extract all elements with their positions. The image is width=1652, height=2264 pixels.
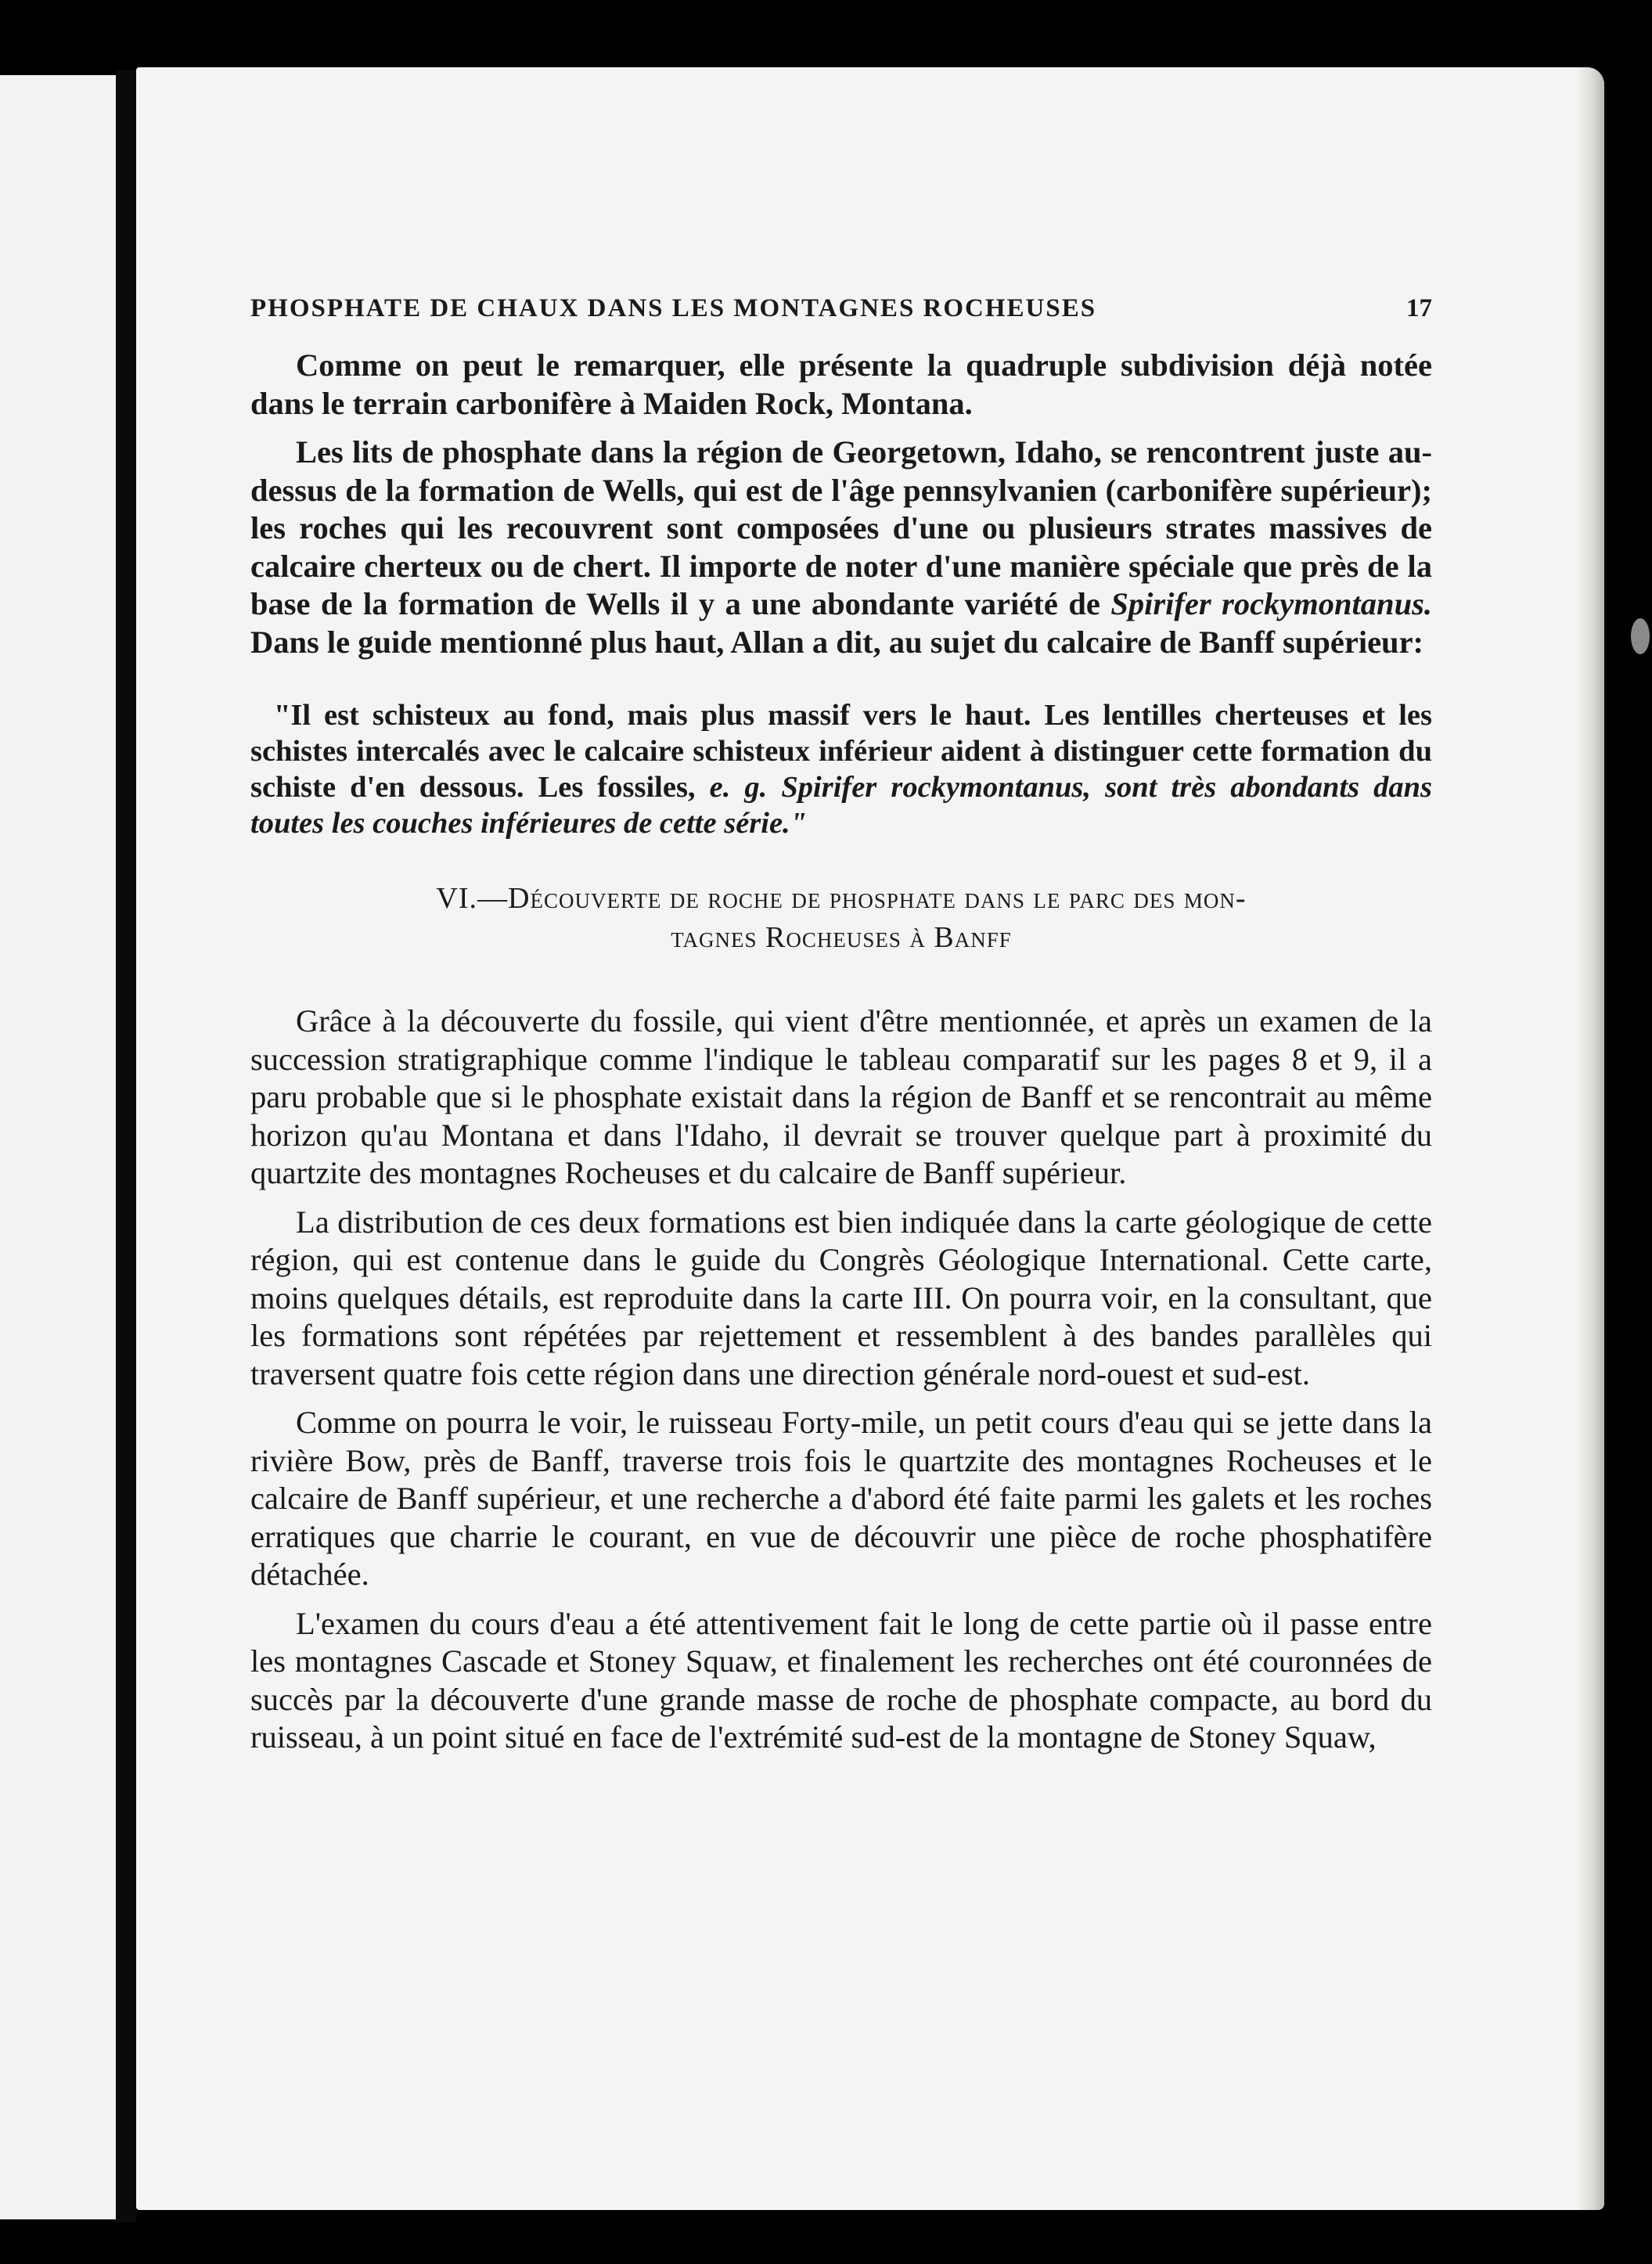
paragraph-3: Grâce à la découverte du fossile, qui vient d'être mentionnée, et après un examen de la succession stratigraphique comme l'indique le tableau comparatif sur les pages 8 et 9, il a paru probable que si le phosphate existait dans la région de Banff et se rencontrait au même horizon qu'au Montana et dans l'Idaho, il devrait se trouver quelque part à proximité du quartzite des montagnes Rocheuses et du calcaire de Banff supérieur.	[250, 1003, 1432, 1190]
species-name: Spirifer rockymontanus.	[1110, 586, 1432, 621]
page-content	[250, 294, 1432, 1757]
quote-text	[250, 697, 1432, 841]
page-edge-shading	[1576, 67, 1604, 2210]
section-body	[250, 1002, 1432, 1757]
running-head-title: PHOSPHATE DE CHAUX DANS LES MONTAGNES ROCHEUSES	[250, 294, 1097, 322]
paragraph-4: La distribution de ces deux formations est bien indiquée dans la carte géologique de cette région, qui est contenue dans le guide du Congrès Géologique International. Cette carte, moins quelques détails, est reproduite dans la carte III. On pourra voir, en la consultant, que les formations sont répétées par rejettement et ressemblent à des bandes parallèles qui traversent quatre fois cette région dans une direction générale nord-ouest et sud-est.	[250, 1204, 1432, 1391]
running-head	[250, 294, 1432, 323]
facing-page-edge	[0, 75, 116, 2219]
block-quote	[250, 697, 1432, 841]
paragraph-2	[250, 434, 1432, 661]
section-heading-line-2: tagnes Rocheuses à Banff	[671, 921, 1012, 954]
section-heading	[250, 879, 1432, 957]
paragraph-2-end: Dans le guide mentionné plus haut, Allan a dit, au sujet du calcaire de Banff supérieur:	[250, 624, 1424, 660]
paragraph-2-text: Les lits de phosphate dans la région de Georgetown, Idaho, se rencontrent juste au-dessus de la formation de Wells, qui est de l'âge pennsylvanien (carbonifère supérieur); les roches qui les recouvrent sont composées d'une ou plusieurs strates massives de calcaire cherteux ou de chert. Il importe de noter d'une manière spéciale que près de la base de la formation de Wells il y a une abondante variété de	[250, 434, 1432, 621]
scan-edge-mark	[1631, 618, 1650, 654]
quote-italic: e. g. Spirifer rockymontanus, sont très abondants dans toutes les couches inférieures de cette série."	[250, 771, 1433, 840]
book-page	[136, 67, 1604, 2210]
paragraph-6: L'examen du cours d'eau a été attentivement fait le long de cette partie où il passe entre les montagnes Cascade et Stoney Squaw, et finalement les recherches ont été couronnées de succès par la découverte d'une grande masse de roche de phosphate compacte, au bord du ruisseau, à un point situé en face de l'extrémité sud-est de la montagne de Stoney Squaw,	[250, 1605, 1432, 1755]
paragraph-1: Comme on peut le remarquer, elle présente la quadruple subdivision déjà notée dans le terrain carbonifère à Maiden Rock, Montana.	[250, 347, 1432, 421]
page-number: 17	[1406, 294, 1432, 322]
quote-roman: "Il est schisteux au fond, mais plus massif vers le haut. Les lentilles cherteuses et les schistes intercalés avec le calcaire schisteux inférieur aident à distinguer cette formation du schiste d'en dessous. Les fossiles,	[250, 699, 1432, 804]
paragraph-5: Comme on pourra le voir, le ruisseau Forty-mile, un petit cours d'eau qui se jette dans la rivière Bow, près de Banff, traverse trois fois le quartzite des montagnes Rocheuses et le calcaire de Banff supérieur, et une recherche a d'abord été faite parmi les galets et les roches erratiques que charrie le courant, en vue de découvrir une pièce de roche phosphatifère détachée.	[250, 1405, 1432, 1592]
gutter-shadow	[116, 70, 136, 2223]
section-heading-line-1: VI.—Découverte de roche de phosphate dans le parc des mon-	[436, 882, 1247, 915]
